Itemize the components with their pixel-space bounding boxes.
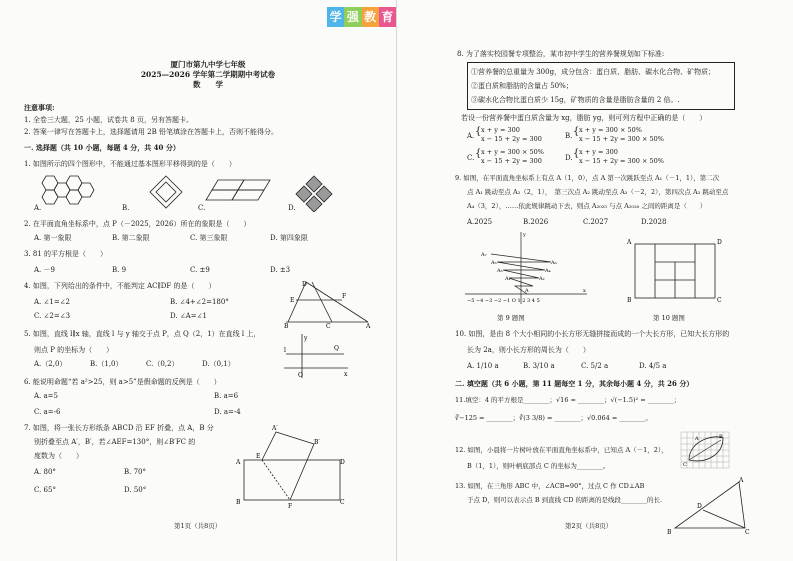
q9-option-c: C.2027 [583, 218, 609, 226]
question-1: 1. 如图所示的四个图形中，不能通过基本图形平移得到的是（ ） [24, 160, 236, 168]
section-1-title: 一. 选择题（共 10 小题，每题 4 分，共 40 分） [24, 143, 180, 152]
q9-option-a: A.2025 [467, 218, 493, 226]
page-2 [397, 0, 793, 561]
question-4: 4. 如图，下列给出的条件中，不能判定 AC∥DF 的是（ ） [24, 282, 216, 290]
question-12b: B（1，1），则叶柄底部点 C 的坐标为________。 [467, 462, 610, 470]
svg-text:B′: B′ [314, 439, 320, 446]
q3-option-c: C. ±9 [190, 266, 210, 274]
svg-text:A₆: A₆ [551, 260, 557, 266]
svg-text:Q: Q [334, 345, 339, 352]
question-2: 2. 在平面直角坐标系中，点 P（－2025，2026）所在的象限是（ ） [24, 220, 251, 228]
svg-text:D: D [302, 281, 307, 288]
q9-figure [461, 228, 591, 308]
svg-text:B: B [667, 529, 672, 536]
school-title: 厦门市第九中学七年级 [170, 60, 246, 69]
page-2-footer: 第2页（共8页） [565, 522, 613, 530]
q8-c-eq2: x − 15 + 2y = 300 [481, 157, 542, 165]
question-7b: 别折叠至点 A′，B′，若∠AEF=130°，则∠B′FC 的 [34, 438, 196, 446]
q6-option-b: B. a=6 [214, 392, 239, 400]
svg-text:A₃: A₃ [497, 268, 503, 274]
logo-char: 育 [379, 7, 396, 27]
q7-option-c: C. 65° [34, 486, 56, 494]
svg-text:x: x [583, 288, 586, 294]
question-13a: 13. 如图，在三角形 ABC 中，∠ACB=90°，过点 C 作 CD⊥AB [455, 482, 645, 490]
svg-text:B: B [284, 323, 289, 328]
q10-option-c: C. 5/2 a [581, 362, 609, 370]
svg-text:B: B [719, 434, 723, 440]
question-9b: 点 A₁ 跳动至点 A₂（2，1）， 第三次点 A₂ 跳动至点 A₃（－2，2），第四次点 A₃ 跳动至点 [467, 188, 729, 196]
q8-standard-2: ②蛋白质和脂肪的含量占 50%； [471, 82, 573, 90]
svg-text:y: y [304, 335, 308, 342]
svg-text:D: D [697, 503, 702, 510]
q10-option-a: A. 1/10 a [467, 362, 499, 370]
q4-option-c: C. ∠2=∠3 [34, 312, 71, 320]
svg-text:A′: A′ [272, 425, 278, 432]
logo-char: 教 [362, 7, 379, 27]
question-8a: 8. 为了落实校园餐专项整治，某市初中学生的营养餐规划如下标准: [457, 50, 665, 58]
svg-text:B: B [627, 297, 632, 304]
q8-brace-a: { [475, 126, 482, 137]
q7-figure [236, 424, 346, 510]
svg-text:A: A [366, 323, 371, 328]
q5-figure [282, 332, 352, 380]
svg-text:D: D [340, 459, 345, 466]
q4-option-a: A. ∠1=∠2 [34, 298, 71, 306]
q8-brace-c: { [475, 148, 482, 159]
svg-text:A₄: A₄ [545, 268, 551, 274]
question-10a: 10. 如图，是由 8 个大小相同的小长方形无缝拼接而成的一个大长方形，已知大长方形的 [455, 330, 730, 338]
q1-option-d: D. [288, 204, 296, 212]
svg-text:B: B [236, 499, 241, 506]
q8-label-c: C. [467, 154, 475, 162]
notice-2: 2. 答案一律写在答题卡上，选择题请用 2B 铅笔填涂在答题卡上，否则不能得分。 [24, 128, 278, 136]
q6-option-c: C. a=-6 [34, 408, 61, 416]
question-5b: 则点 P 的坐标为（ ） [34, 346, 114, 354]
svg-text:D: D [717, 239, 722, 246]
question-8b: 若设一份营养餐中蛋白质含量为 xg，脂肪 yg，则可列方程中正确的是（ ） [461, 114, 707, 122]
q2-option-c: C. 第三象限 [190, 234, 228, 242]
svg-text:C: C [745, 529, 750, 536]
svg-text:A: A [525, 288, 529, 294]
q10-figure [625, 236, 729, 308]
svg-text:F: F [288, 503, 293, 510]
svg-text:A: A [236, 459, 241, 466]
svg-text:A₅: A₅ [491, 260, 497, 266]
q8-brace-b: { [573, 126, 580, 137]
svg-text:y: y [523, 232, 526, 238]
question-10b: 长为 2a，则小长方形的周长为（ ） [467, 346, 590, 354]
q8-d-eq2: x − 15 + 2y = 300 × 50% [579, 157, 664, 165]
q8-a-eq1: x + y = 300 [481, 126, 520, 134]
subject-title: 数 学 [193, 80, 223, 89]
q5-option-c: C.（0,2） [146, 360, 179, 368]
svg-text:A₇: A₇ [481, 252, 487, 258]
q3-option-b: B. 9 [112, 266, 127, 274]
q8-standard-1: ①营养餐的总重量为 300g，成分包含：蛋白质、脂肪、碳水化合物、矿物质； [471, 68, 716, 76]
q13-triangle-figure [667, 476, 753, 536]
fig-9-caption: 第 9 题图 [497, 314, 525, 322]
fig-10-caption: 第 10 题图 [653, 314, 685, 322]
svg-text:A: A [695, 436, 699, 442]
question-7c: 度数为（ ） [34, 452, 83, 460]
svg-text:x: x [344, 371, 348, 378]
q5-option-a: A.（2,0） [34, 360, 67, 368]
question-12a: 12. 如图，小晨将一片树叶放在平面直角坐标系中，已知点 A（－1，2）， [455, 446, 668, 454]
question-7a: 7. 如图，将一张长方形纸条 ABCD 沿 EF 折叠，点 A，B 分 [24, 424, 214, 432]
q2-option-d: D. 第四象限 [270, 234, 308, 242]
q8-standards-box [467, 62, 735, 110]
question-9a: 9. 如图，在平面直角坐标系上有点 A（1，0），点 A 第一次跳跃至点 A₁（－1，1），第二次 [455, 174, 720, 182]
q4-option-d: D. ∠A=∠1 [170, 312, 207, 320]
q8-label-a: A. [467, 132, 475, 140]
q5-option-d: D.（0,1） [202, 360, 235, 368]
q10-option-b: B. 3/10 a [523, 362, 555, 370]
q6-option-d: D. a=-4 [214, 408, 241, 416]
q8-label-d: D. [565, 154, 573, 162]
q8-c-eq1: x + y = 300 × 50% [481, 148, 544, 156]
q8-d-eq1: x + y = 300 [579, 148, 618, 156]
q8-a-eq2: x − 15 + 2y = 300 [481, 135, 542, 143]
question-9c: A₄（3，2），……依此规律跳动下去，则点 A₂₀₂₅ 与点 A₂₀₂₆ 之间的距离是（ ） [467, 202, 707, 210]
notice-1: 1. 全卷三大题，25 小题，试卷共 8 页，另有答题卡。 [24, 116, 193, 124]
svg-text:E: E [290, 297, 295, 304]
svg-text:F: F [342, 293, 347, 300]
q7-option-b: B. 70° [124, 468, 147, 476]
q4-option-b: B. ∠4+∠2=180° [170, 298, 229, 306]
q9-option-d: D.2028 [641, 218, 667, 226]
svg-text:E: E [256, 453, 261, 460]
page-1-footer: 第1页（共8页） [174, 522, 222, 530]
q1-option-a: A. [34, 204, 42, 212]
svg-text:C: C [340, 499, 345, 506]
notice-title: 注意事项: [24, 103, 55, 112]
logo-char: 强 [344, 7, 361, 27]
svg-text:O: O [298, 372, 303, 379]
svg-text:−5 −4 −3 −2 −1 O 1 2 3 4 5: −5 −4 −3 −2 −1 O 1 2 3 4 5 [467, 298, 540, 304]
svg-text:A₁: A₁ [505, 276, 511, 282]
section-2-title: 二. 填空题（共 6 小题，第 11 题每空 1 分，其余每小题 4 分，共 26 分） [455, 379, 694, 388]
q1-option-c: C. [198, 204, 206, 212]
q3-option-d: D. ±3 [270, 266, 291, 274]
q3-option-a: A. －9 [34, 266, 55, 274]
question-5a: 5. 如图，直线 l∥x 轴，直线 l 与 y 轴交于点 P，点 Q（2，1）在直线 l 上， [24, 330, 261, 338]
q8-b-eq1: x + y = 300 × 50% [579, 126, 642, 134]
q8-b-eq2: x − 15 + 2y = 300 × 50% [579, 135, 664, 143]
q7-option-d: D. 50° [124, 486, 147, 494]
svg-text:A: A [739, 477, 744, 484]
q1-option-b: B. [122, 204, 130, 212]
question-11b: ∛−125 = ________；∛(3 3/8) = ________；√0.064 = ________。 [455, 414, 652, 422]
q2-option-a: A. 第一象限 [34, 234, 72, 242]
svg-text:C: C [717, 297, 722, 304]
q4-figure [282, 278, 372, 328]
q8-standard-3: ③碳水化合物比蛋白质少 15g，矿物质的含量是脂肪含量的 2 倍。. [471, 96, 680, 104]
q9-option-b: B.2026 [523, 218, 549, 226]
q5-option-b: B.（1,0） [90, 360, 123, 368]
q12-leaf-figure [679, 430, 731, 474]
question-3: 3. 81 的平方根是（ ） [24, 250, 108, 258]
svg-text:C: C [683, 462, 687, 468]
svg-text:l: l [284, 347, 286, 354]
question-11a: 11.填空：4 的平方根是________；√16 = ________；√(−1.5)² = ________； [455, 396, 681, 404]
q8-brace-d: { [573, 148, 580, 159]
term-title: 2025—2026 学年第二学期期中考试卷 [140, 70, 276, 79]
svg-text:A₂: A₂ [539, 276, 545, 282]
question-13b: 于点 D，则可以表示点 B 到直线 CD 的距离的是线段________的长. [467, 496, 663, 504]
page-1 [0, 0, 396, 561]
logo-char: 学 [327, 7, 344, 27]
q10-option-d: D. 4/5 a [639, 362, 667, 370]
q2-option-b: B. 第二象限 [112, 234, 150, 242]
q6-option-a: A. a=5 [34, 392, 58, 400]
svg-text:A: A [627, 239, 632, 246]
q8-label-b: B. [565, 132, 573, 140]
svg-text:C: C [326, 323, 331, 328]
q7-option-a: A. 80° [34, 468, 56, 476]
question-6: 6. 能说明命题“若 a²>25，则 a>5”是假命题的反例是（ ） [24, 378, 221, 386]
